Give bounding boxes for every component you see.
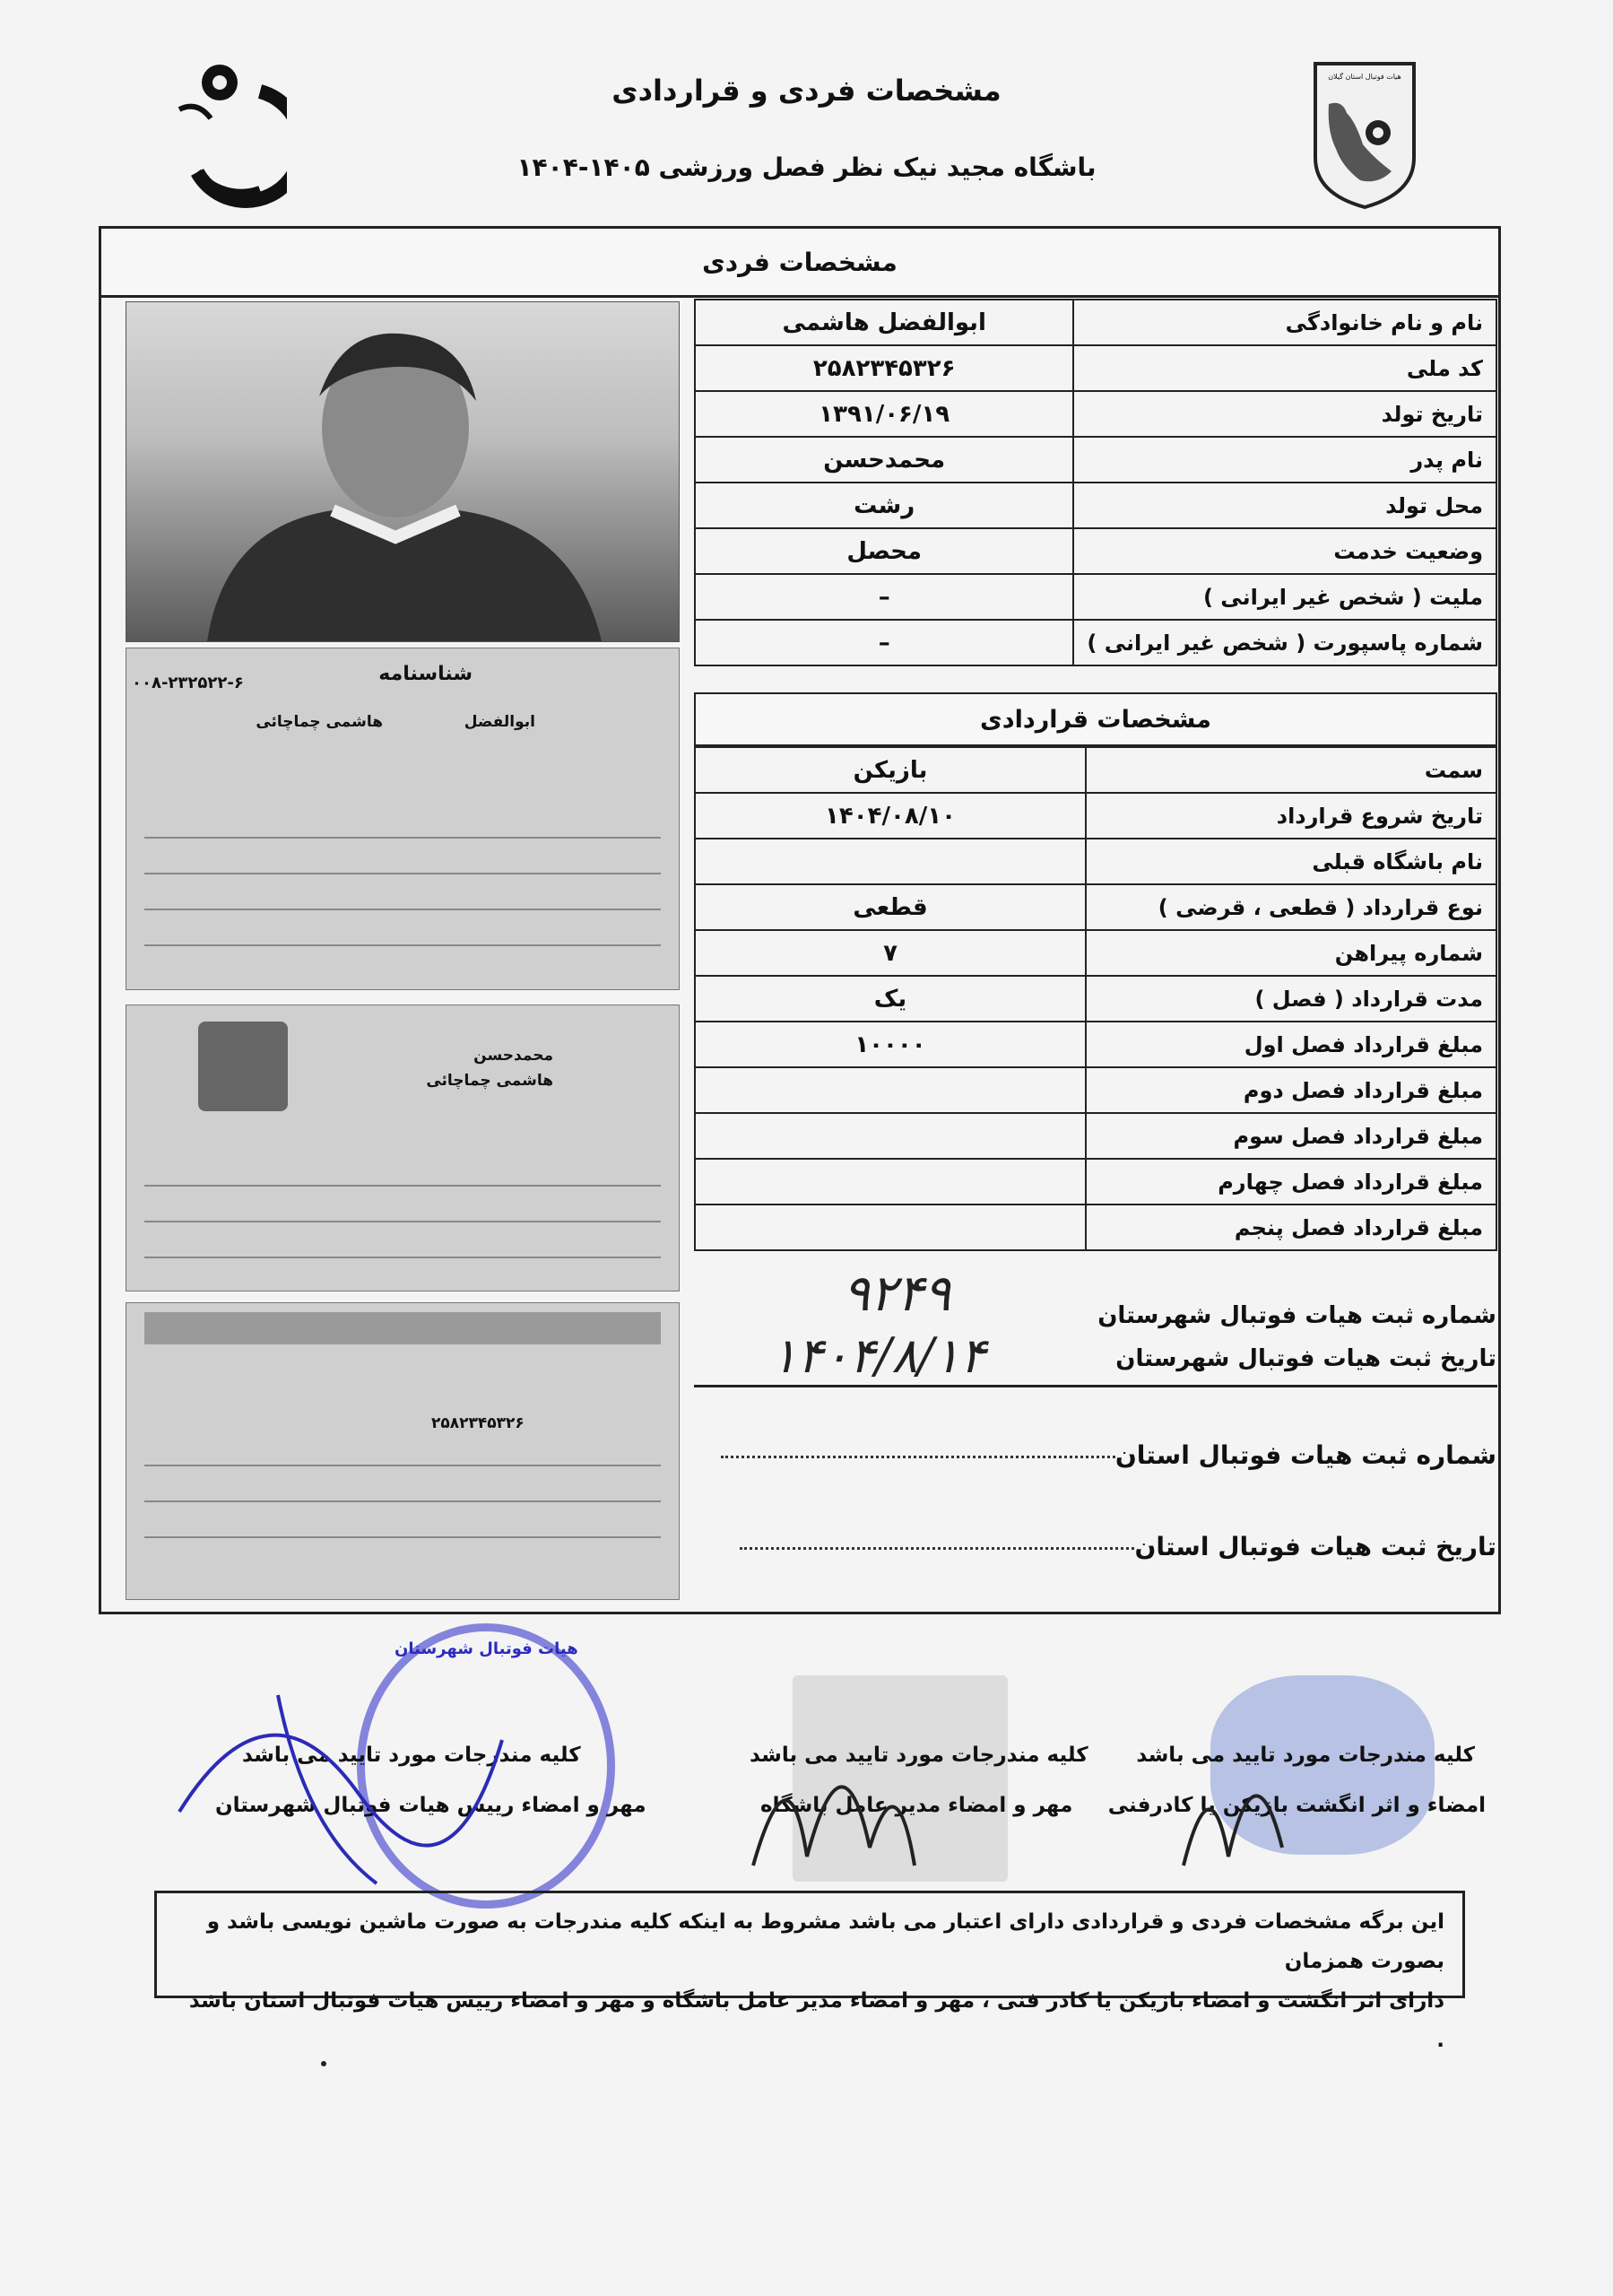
contract-row-label: نوع قرارداد ( قطعی ، قرضی ) <box>1086 884 1496 930</box>
personal-row-value: رشت <box>695 483 1073 528</box>
contract-row <box>695 930 1496 976</box>
club-confirm-text: کلیه مندرجات مورد تایید می باشد <box>750 1744 1088 1767</box>
contract-info-table <box>694 746 1497 1251</box>
id-card-father-family: هاشمی چماچائی <box>426 1072 553 1090</box>
personal-row-value: ابوالفضل هاشمی <box>695 300 1073 345</box>
province-registration-number <box>707 1440 1496 1470</box>
form-validity-notice <box>154 1891 1465 2052</box>
contract-row-label: مبلغ قرارداد فصل پنجم <box>1086 1205 1496 1250</box>
father-photo <box>198 1022 288 1111</box>
personal-row <box>695 437 1496 483</box>
contract-row <box>695 976 1496 1022</box>
player-photo <box>126 301 680 642</box>
notice-line-1: این برگه مشخصات فردی و قراردادی دارای اعتبار می باشد مشروط به اینکه کلیه مندرجات به صورت ماشین نویسی باشد و بصورت همزمان <box>206 1910 1444 1973</box>
player-confirm-text: کلیه مندرجات مورد تایید می باشد <box>1136 1744 1475 1767</box>
id-card-family-name: هاشمی چماچائی <box>256 713 383 731</box>
contract-row-value: یک <box>695 976 1086 1022</box>
personal-info-table <box>694 299 1497 666</box>
personal-row-label: ملیت ( شخص غیر ایرانی ) <box>1073 574 1496 620</box>
personal-row-label: شماره پاسپورت ( شخص غیر ایرانی ) <box>1073 620 1496 665</box>
contract-row-value: ۱۴۰۴/۰۸/۱۰ <box>695 793 1086 839</box>
personal-row <box>695 528 1496 574</box>
city-board-sign-label: مهر و امضاء رییس هیات فوتبال شهرستان <box>215 1794 646 1817</box>
personal-row-value: محمدحسن <box>695 437 1073 483</box>
personal-row-value: ۲۵۸۲۳۴۵۳۲۶ <box>695 345 1073 391</box>
contract-row-value: قطعی <box>695 884 1086 930</box>
province-registration-number-blank <box>721 1456 1115 1458</box>
province-registration-number-label: شماره ثبت هیات فوتبال استان <box>1114 1440 1496 1470</box>
contract-row-label: سمت <box>1086 747 1496 793</box>
personal-row <box>695 300 1496 345</box>
contract-row-value: ۷ <box>695 930 1086 976</box>
personal-row <box>695 574 1496 620</box>
province-registration-date <box>725 1532 1496 1561</box>
personal-row-label: محل تولد <box>1073 483 1496 528</box>
contract-row-label: نام باشگاه قبلی <box>1086 839 1496 884</box>
id-card-father <box>126 1004 680 1292</box>
contract-row <box>695 1022 1496 1067</box>
personal-row-label: نام و نام خانوادگی <box>1073 300 1496 345</box>
contract-row-label: مدت قرارداد ( فصل ) <box>1086 976 1496 1022</box>
personal-row <box>695 391 1496 437</box>
city-board-stamp-text: هیات فوتبال شهرستان <box>395 1639 578 1658</box>
contract-row <box>695 747 1496 793</box>
contract-row-label: مبلغ قرارداد فصل چهارم <box>1086 1159 1496 1205</box>
id-card-father-name: محمدحسن <box>473 1047 553 1065</box>
contract-row <box>695 1205 1496 1250</box>
province-registration-date-label: تاریخ ثبت هیات فوتبال استان <box>1134 1532 1496 1561</box>
contract-row <box>695 1067 1496 1113</box>
id-card-ornament <box>144 1312 661 1344</box>
contract-row <box>695 884 1496 930</box>
id-card-number: ۰۰۸-۲۳۲۵۲۲-۶ <box>132 674 244 692</box>
id-card-page <box>126 1302 680 1600</box>
personal-row-label: تاریخ تولد <box>1073 391 1496 437</box>
personal-row-label: نام پدر <box>1073 437 1496 483</box>
form-title: مشخصات فردی و قراردادی <box>611 74 1002 108</box>
contract-row-value <box>695 1113 1086 1159</box>
player-photo-figure-icon <box>126 302 679 641</box>
registration-bottom-rule <box>694 1385 1497 1387</box>
personal-row-value: – <box>695 620 1073 665</box>
contract-row-label: مبلغ قرارداد فصل دوم <box>1086 1067 1496 1113</box>
contract-row-value <box>695 1205 1086 1250</box>
signature-scribble-icon <box>161 1632 1506 1901</box>
id-card-page-number: ۲۵۸۲۳۴۵۳۲۶ <box>431 1414 525 1432</box>
personal-section-title: مشخصات فردی <box>99 226 1501 298</box>
contract-section-title: مشخصات قراردادی <box>694 692 1497 746</box>
personal-row <box>695 620 1496 665</box>
city-registration-number-label: شماره ثبت هیات فوتبال شهرستان <box>1097 1302 1496 1329</box>
personal-row-label: کد ملی <box>1073 345 1496 391</box>
contract-row <box>695 1113 1496 1159</box>
handwritten-registration-date: ۱۴۰۴/۸/۱۴ <box>771 1327 986 1384</box>
contract-row <box>695 839 1496 884</box>
id-card-first-name: ابوالفضل <box>464 713 535 731</box>
city-registration-date-label: تاریخ ثبت هیات فوتبال شهرستان <box>1115 1345 1496 1372</box>
personal-row <box>695 483 1496 528</box>
contract-row-value <box>695 1159 1086 1205</box>
province-registration-date-blank <box>740 1547 1134 1550</box>
personal-row-value: ۱۳۹۱/۰۶/۱۹ <box>695 391 1073 437</box>
contract-row-value <box>695 839 1086 884</box>
player-sign-label: امضاء و اثر انگشت بازیکن یا کادرفنی <box>1107 1794 1486 1817</box>
contract-row-value: ۱۰۰۰۰ <box>695 1022 1086 1067</box>
contract-row-value: بازیکن <box>695 747 1086 793</box>
contract-row-value <box>695 1067 1086 1113</box>
handwritten-registration-number: ۹۲۴۹ <box>843 1265 951 1323</box>
notice-line-2: دارای اثر انگشت و امضاء بازیکن یا کادر فنی ، مهر و امضاء مدیر عامل باشگاه و مهر و امضاء رییس هیات فوتبال استان باشد . <box>188 1989 1444 2052</box>
contract-row <box>695 793 1496 839</box>
personal-row-value: محصل <box>695 528 1073 574</box>
club-sign-label: مهر و امضاء مدیر عامل باشگاه <box>760 1794 1073 1817</box>
city-board-confirm-text: کلیه مندرجات مورد تایید می باشد <box>242 1744 581 1767</box>
contract-row-label: شماره پیراهن <box>1086 930 1496 976</box>
contract-row-label: مبلغ قرارداد فصل اول <box>1086 1022 1496 1067</box>
stray-dot <box>321 2061 326 2066</box>
personal-row-label: وضعیت خدمت <box>1073 528 1496 574</box>
contract-row <box>695 1159 1496 1205</box>
personal-row <box>695 345 1496 391</box>
personal-row-value: – <box>695 574 1073 620</box>
id-card-title: شناسنامه <box>378 663 473 685</box>
form-subtitle: باشگاه مجید نیک نظر فصل ورزشی ۱۴۰۵-۱۴۰۴ <box>516 152 1097 182</box>
contract-row-label: تاریخ شروع قرارداد <box>1086 793 1496 839</box>
contract-row-label: مبلغ قرارداد فصل سوم <box>1086 1113 1496 1159</box>
id-card-player <box>126 648 680 990</box>
association-logo-text: هیات فوتبال استان گیلان <box>1328 73 1401 81</box>
